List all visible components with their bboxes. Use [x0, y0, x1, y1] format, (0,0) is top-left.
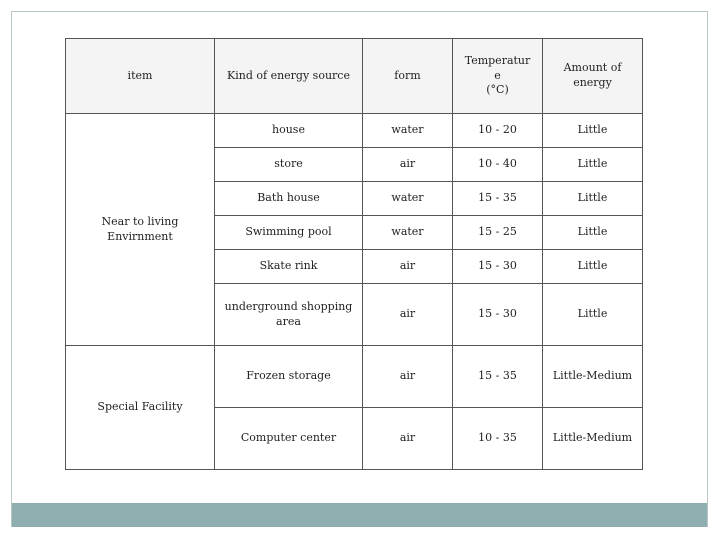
table-row	[66, 346, 643, 408]
cell-form: water	[363, 114, 453, 148]
cell-form: water	[363, 182, 453, 216]
cell-kind: house	[215, 114, 363, 148]
header-temperature	[453, 39, 543, 114]
group-special-facility: Special Facility	[66, 346, 215, 470]
header-row	[66, 39, 643, 114]
group-near-living: Near to living Envirnment	[66, 114, 215, 346]
energy-source-table	[65, 38, 643, 470]
cell-kind: Frozen storage	[215, 346, 363, 408]
header-temperature-line1: Temperatur	[464, 53, 531, 67]
cell-temperature: 15 - 30	[453, 250, 543, 284]
header-amount-line1: Amount of	[563, 61, 622, 75]
cell-amount: Little	[543, 148, 643, 182]
header-temperature-unit: (°C)	[486, 83, 509, 97]
cell-amount: Little	[543, 216, 643, 250]
cell-amount: Little-Medium	[543, 408, 643, 470]
cell-temperature: 10 - 20	[453, 114, 543, 148]
cell-form: air	[363, 346, 453, 408]
cell-amount: Little	[543, 182, 643, 216]
cell-form: air	[363, 284, 453, 346]
cell-kind-line2: area	[276, 314, 301, 328]
cell-form: air	[363, 408, 453, 470]
cell-temperature: 10 - 40	[453, 148, 543, 182]
cell-amount: Little	[543, 284, 643, 346]
header-temperature-line2: e	[494, 68, 501, 82]
cell-kind: Swimming pool	[215, 216, 363, 250]
cell-form: water	[363, 216, 453, 250]
header-item: item	[66, 39, 215, 114]
table-row	[66, 114, 643, 148]
cell-amount: Little	[543, 114, 643, 148]
cell-kind: Skate rink	[215, 250, 363, 284]
header-form: form	[363, 39, 453, 114]
cell-kind: store	[215, 148, 363, 182]
cell-temperature: 15 - 35	[453, 182, 543, 216]
cell-amount: Little	[543, 250, 643, 284]
cell-kind-line1: underground shopping	[224, 299, 353, 313]
cell-temperature: 15 - 25	[453, 216, 543, 250]
cell-form: air	[363, 250, 453, 284]
header-amount-line2: energy	[573, 76, 612, 89]
footer-bar	[12, 503, 707, 527]
cell-temperature: 15 - 35	[453, 346, 543, 408]
cell-temperature: 15 - 30	[453, 284, 543, 346]
cell-kind: Bath house	[215, 182, 363, 216]
cell-amount: Little-Medium	[543, 346, 643, 408]
cell-kind	[215, 284, 363, 346]
cell-temperature: 10 - 35	[453, 408, 543, 470]
cell-kind: Computer center	[215, 408, 363, 470]
header-amount	[543, 39, 643, 114]
header-kind: Kind of energy source	[215, 39, 363, 114]
cell-form: air	[363, 148, 453, 182]
